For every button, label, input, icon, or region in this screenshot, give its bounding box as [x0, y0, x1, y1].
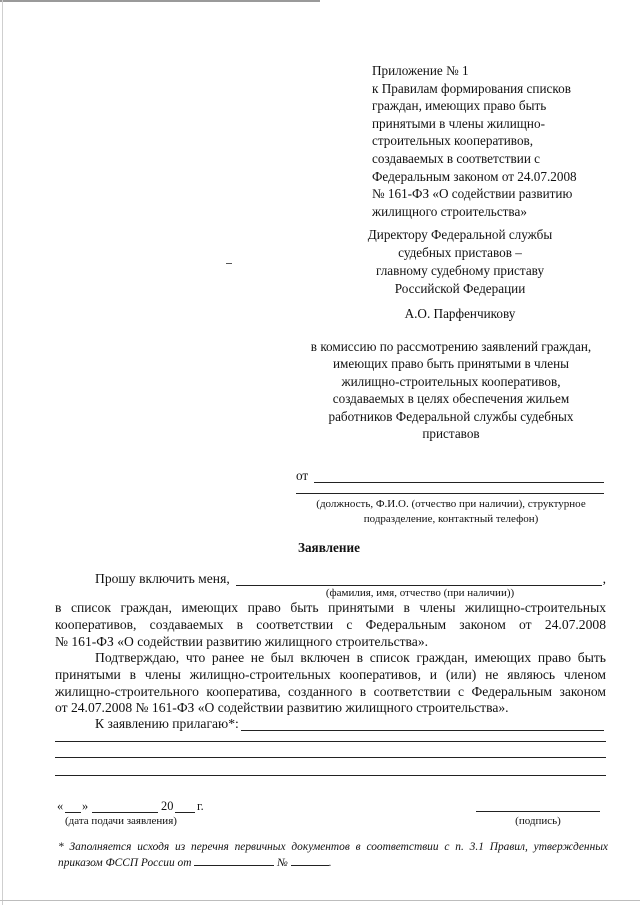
request-end-mark: , [602, 571, 606, 586]
signature-blank-line[interactable] [476, 811, 600, 812]
from-blank-line[interactable] [314, 482, 604, 483]
date-year-prefix: 20 [161, 799, 174, 813]
commission-block [296, 338, 606, 442]
appendix-line: граждан, имеющих право быть [372, 98, 547, 114]
commission-line: работников Федеральной службы судебных [328, 408, 574, 424]
paragraph-line: Подтверждаю, что ранее не был включен в список граждан, имеющих право быть [95, 650, 606, 665]
paragraph-line: жилищно-строительного кооператива, созданного в соответствии с Федеральным законом [55, 683, 606, 699]
appendix-line: № 161-ФЗ «О содействии развитию [372, 186, 573, 202]
addressee-line: Российской Федерации [394, 281, 526, 296]
addressee-line: судебных приставов – [398, 245, 522, 260]
footnote-number-sign: № [277, 857, 288, 869]
date-open-quote: « [57, 799, 64, 813]
scan-edge-left [2, 0, 3, 905]
attachment-field [55, 716, 606, 734]
from-hint [296, 497, 606, 527]
footnote-date-blank[interactable] [194, 855, 274, 866]
request-label: Прошу включить меня, [95, 571, 230, 586]
date-year-blank[interactable] [175, 812, 195, 813]
appendix-line: к Правилам формирования списков [372, 80, 571, 96]
attachment-blank-line[interactable] [55, 741, 606, 742]
paragraph-line: № 161-ФЗ «О содействии развитию жилищного строительства». [55, 633, 429, 649]
commission-line: приставов [422, 426, 480, 442]
paragraph-line: кооперативов, создаваемых в соответствии с Федеральным законом от 24.07.2008 [55, 616, 606, 632]
footnote-line-2 [58, 855, 608, 871]
date-hint: (дата подачи заявления) [65, 815, 177, 827]
footnote-prefix: приказом ФССП России от [58, 857, 192, 869]
attachment-blank-line[interactable] [55, 775, 606, 776]
date-month-blank[interactable] [92, 812, 158, 813]
appendix-line: принятыми в члены жилищно- [372, 115, 545, 131]
from-label: от [296, 468, 309, 483]
footnote-line-1: * Заполняется исходя из перечня первичных документов в соответствии с п. 3.1 Правил, утвержденных [58, 841, 608, 853]
appendix-line: Федеральным законом от 24.07.2008 [372, 168, 577, 184]
signature-hint: (подпись) [515, 815, 561, 827]
attachment-label: К заявлению прилагаю*: [95, 716, 239, 731]
commission-line: в комиссию по рассмотрению заявлений граждан, [310, 339, 592, 354]
commission-line: имеющих право быть принятыми в члены [332, 356, 570, 372]
request-hint: (фамилия, имя, отчество (при наличии)) [325, 587, 515, 599]
paragraph-line: от 24.07.2008 № 161-ФЗ «О содействии развитию жилищного строительства». [55, 700, 509, 716]
addressee-line: главному судебному приставу [375, 263, 545, 278]
scan-edge-top [0, 0, 320, 2]
scan-artifact-dash [226, 263, 232, 264]
document-title: Заявление [298, 540, 360, 555]
addressee-name: А.О. Парфенчикову [404, 306, 516, 321]
from-hint-line: подразделение, контактный телефон) [363, 513, 539, 525]
appendix-line: Приложение № 1 [372, 63, 469, 78]
from-blank-line-2[interactable] [296, 493, 604, 494]
paragraph-2 [55, 650, 606, 717]
attachment-blank-line[interactable] [241, 730, 604, 731]
footnote-end: . [328, 857, 332, 869]
from-field [296, 468, 606, 486]
paragraph-line: принятыми в члены жилищно-строительных кооперативов, и (или) не являюсь членом [55, 666, 606, 682]
request-blank-line[interactable] [236, 585, 602, 586]
appendix-line: строительных кооперативов, [372, 133, 534, 149]
paragraph-line: в список граждан, имеющих право быть принятыми в члены жилищно-строительных [55, 600, 606, 615]
commission-line: жилищно-строительных кооперативов, [341, 373, 561, 389]
addressee-block [340, 226, 580, 298]
appendix-line: создаваемых в соответствии с [372, 150, 541, 166]
footnote [58, 839, 608, 871]
commission-line: создаваемых в целях обеспечения жильем [332, 391, 570, 407]
paragraph-1 [55, 600, 606, 650]
from-hint-line: (должность, Ф.И.О. (отчество при наличии), структурное [316, 498, 586, 510]
date-day-blank[interactable] [65, 812, 81, 813]
attachment-blank-line[interactable] [55, 757, 606, 758]
footnote-number-blank[interactable] [291, 855, 329, 866]
date-year-suffix: г. [197, 799, 204, 813]
appendix-line: жилищного строительства» [372, 203, 527, 219]
date-close-quote: » [82, 799, 89, 813]
addressee-line: Директору Федеральной службы [367, 227, 553, 242]
appendix-header [372, 62, 622, 220]
scan-edge-bottom [0, 900, 640, 901]
